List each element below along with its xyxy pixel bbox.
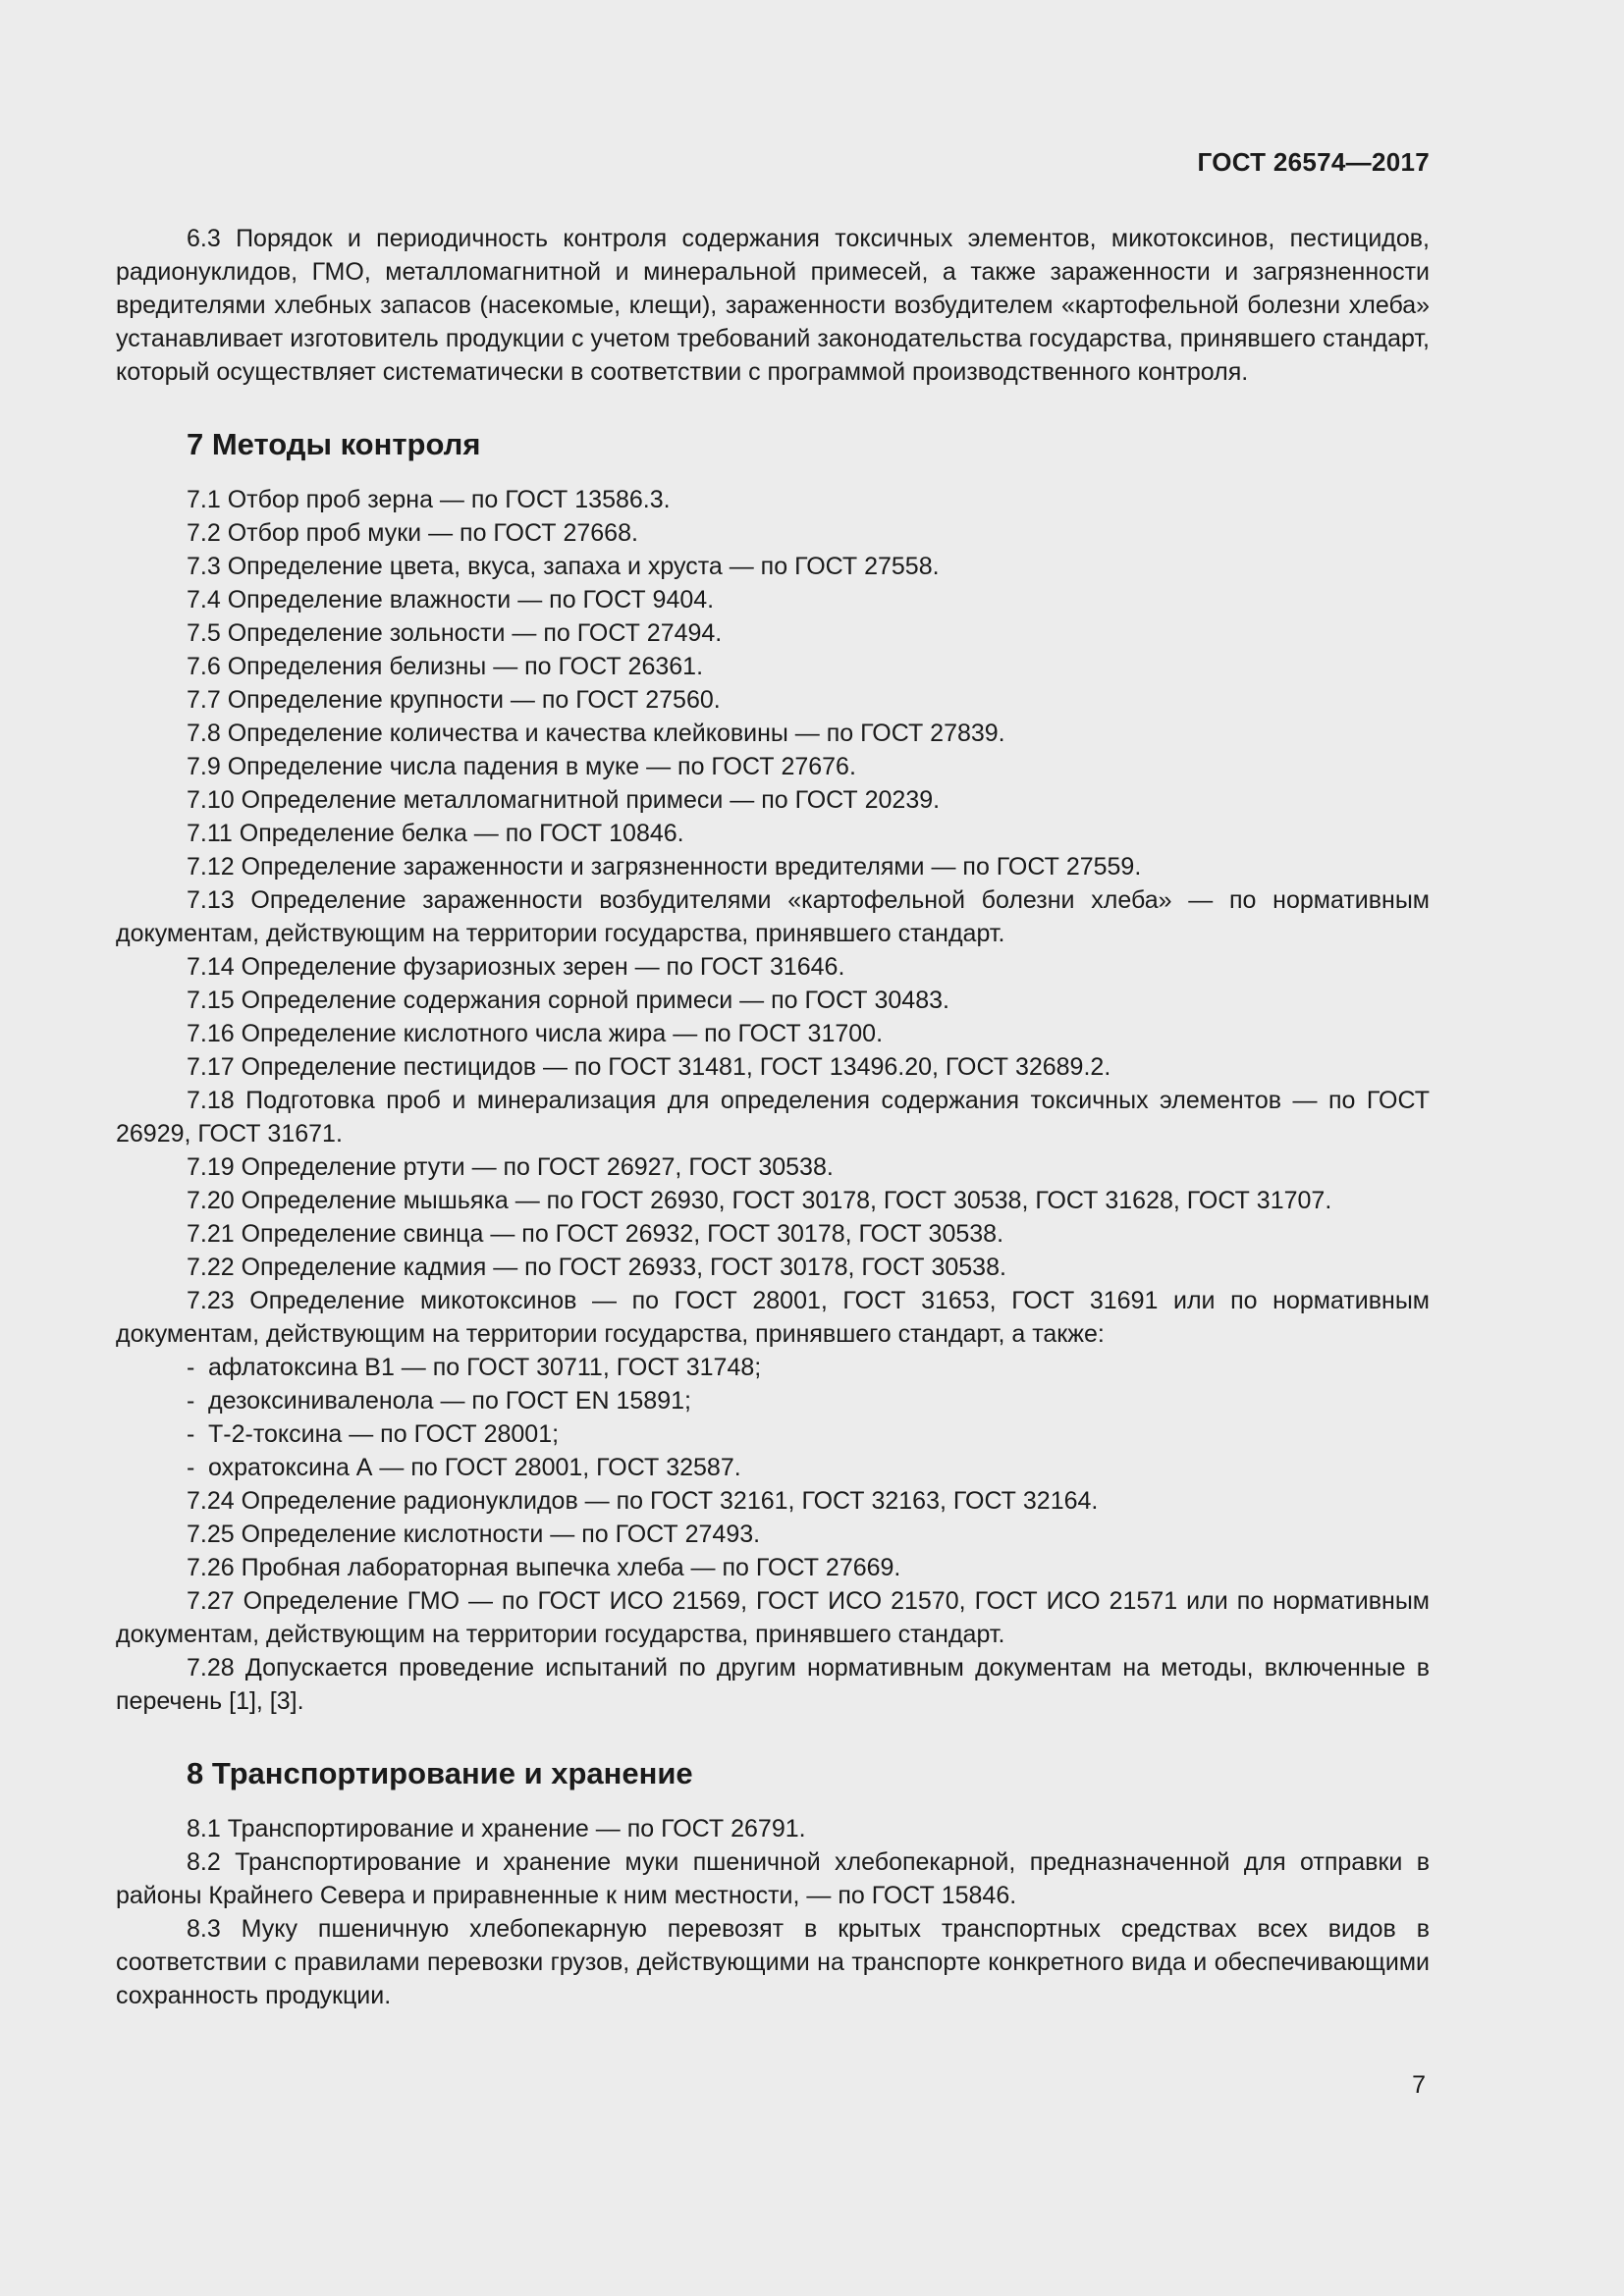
list-item: 7.22 Определение кадмия — по ГОСТ 26933, ГОСТ 30178, ГОСТ 30538.	[187, 1254, 1006, 1281]
list-item: 7.3 Определение цвета, вкуса, запаха и хруста — по ГОСТ 27558.	[187, 553, 940, 580]
list-item: 7.4 Определение влажности — по ГОСТ 9404.	[187, 586, 715, 614]
list-item: 7.6 Определения белизны — по ГОСТ 26361.	[187, 653, 704, 680]
sub-list-item-text: охратоксина А — по ГОСТ 28001, ГОСТ 32587.	[208, 1454, 741, 1481]
list-item: 7.14 Определение фузариозных зерен — по ГОСТ 31646.	[187, 953, 845, 981]
list-item: 7.9 Определение числа падения в муке — по ГОСТ 27676.	[187, 753, 856, 780]
list-item: 7.26 Пробная лабораторная выпечка хлеба — по ГОСТ 27669.	[187, 1554, 901, 1581]
dash-marker: -	[187, 1354, 195, 1381]
list-item: 7.17 Определение пестицидов — по ГОСТ 31481, ГОСТ 13496.20, ГОСТ 32689.2.	[187, 1053, 1111, 1081]
list-item: 7.24 Определение радионуклидов — по ГОСТ 32161, ГОСТ 32163, ГОСТ 32164.	[187, 1487, 1099, 1515]
list-item: 7.27 Определение ГМО — по ГОСТ ИСО 21569, ГОСТ ИСО 21570, ГОСТ ИСО 21571 или по нормативным документам, действующим на территории государства, принявшего стандарт.	[116, 1587, 1430, 1648]
sub-list-item-text: дезоксиниваленола — по ГОСТ EN 15891;	[208, 1387, 691, 1415]
list-item: 7.16 Определение кислотного числа жира — по ГОСТ 31700.	[187, 1020, 884, 1047]
list-item: 7.18 Подготовка проб и минерализация для определения содержания токсичных элементов — по ГОСТ 26929, ГОСТ 31671.	[116, 1087, 1430, 1148]
sub-list-item	[116, 1384, 1430, 1417]
list-item: 7.25 Определение кислотности — по ГОСТ 27493.	[187, 1521, 761, 1548]
list-item: 7.11 Определение белка — по ГОСТ 10846.	[187, 820, 684, 847]
sub-list-item-text: афлатоксина В1 — по ГОСТ 30711, ГОСТ 31748;	[208, 1354, 762, 1381]
sub-list-item	[116, 1351, 1430, 1384]
list-item: 7.10 Определение металломагнитной примеси — по ГОСТ 20239.	[187, 786, 941, 814]
list-item: 8.1 Транспортирование и хранение — по ГОСТ 26791.	[187, 1815, 806, 1842]
list-item: 7.28 Допускается проведение испытаний по другим нормативным документам на методы, включенные в перечень [1], [3].	[116, 1654, 1430, 1715]
list-item: 7.15 Определение содержания сорной примеси — по ГОСТ 30483.	[187, 987, 949, 1014]
list-item: 7.23 Определение микотоксинов — по ГОСТ 28001, ГОСТ 31653, ГОСТ 31691 или по нормативным документам, действующим на территории государства, принявшего стандарт, а также:	[116, 1287, 1430, 1348]
document-header: ГОСТ 26574—2017	[1197, 147, 1430, 177]
list-item: 7.2 Отбор проб муки — по ГОСТ 27668.	[187, 519, 638, 547]
sub-list-item	[116, 1451, 1430, 1484]
list-item: 7.7 Определение крупности — по ГОСТ 27560.	[187, 686, 721, 714]
page-content	[116, 222, 1430, 2012]
list-item: 7.19 Определение ртути — по ГОСТ 26927, ГОСТ 30538.	[187, 1153, 834, 1181]
section-7-heading: 7 Методы контроля	[187, 427, 481, 461]
list-item: 8.2 Транспортирование и хранение муки пшеничной хлебопекарной, предназначенной для отправки в районы Крайнего Севера и приравненные к ним местности, — по ГОСТ 15846.	[116, 1848, 1430, 1909]
dash-marker: -	[187, 1454, 195, 1481]
list-item: 7.1 Отбор проб зерна — по ГОСТ 13586.3.	[187, 486, 671, 513]
sub-list-item	[116, 1417, 1430, 1451]
list-item: 7.8 Определение количества и качества клейковины — по ГОСТ 27839.	[187, 720, 1005, 747]
section-8-list	[116, 1812, 1430, 2012]
section-8-heading: 8 Транспортирование и хранение	[187, 1756, 693, 1790]
list-item: 7.21 Определение свинца — по ГОСТ 26932, ГОСТ 30178, ГОСТ 30538.	[187, 1220, 1004, 1248]
paragraph-6-3: 6.3 Порядок и периодичность контроля содержания токсичных элементов, микотоксинов, пестицидов, радионуклидов, ГМО, металломагнитной и минеральной примесей, а также зараженности и загрязненности вредителями хлебных запасов (насекомые, клещи), зараженности возбудителем «картофельной болезни хлеба» устанавливает изготовитель продукции с учетом требований законодательства государства, принявшего стандарт, который осуществляет систематически в соответствии с программой производственного контроля.	[116, 225, 1430, 386]
list-item: 7.13 Определение зараженности возбудителями «картофельной болезни хлеба» — по нормативным документам, действующим на территории государства, принявшего стандарт.	[116, 886, 1430, 947]
list-item: 7.5 Определение зольности — по ГОСТ 27494.	[187, 619, 723, 647]
list-item: 7.20 Определение мышьяка — по ГОСТ 26930, ГОСТ 30178, ГОСТ 30538, ГОСТ 31628, ГОСТ 31707.	[187, 1187, 1332, 1214]
dash-marker: -	[187, 1387, 195, 1415]
section-7-list	[116, 483, 1430, 1718]
list-item: 7.12 Определение зараженности и загрязненности вредителями — по ГОСТ 27559.	[187, 853, 1142, 881]
sub-list-item-text: Т-2-токсина — по ГОСТ 28001;	[208, 1420, 560, 1448]
list-item: 8.3 Муку пшеничную хлебопекарную перевозят в крытых транспортных средствах всех видов в соответствии с правилами перевозки грузов, действующими на транспорте конкретного вида и обеспечивающими сохранность продукции.	[116, 1915, 1430, 2009]
dash-marker: -	[187, 1420, 195, 1448]
page-number: 7	[1412, 2071, 1426, 2099]
